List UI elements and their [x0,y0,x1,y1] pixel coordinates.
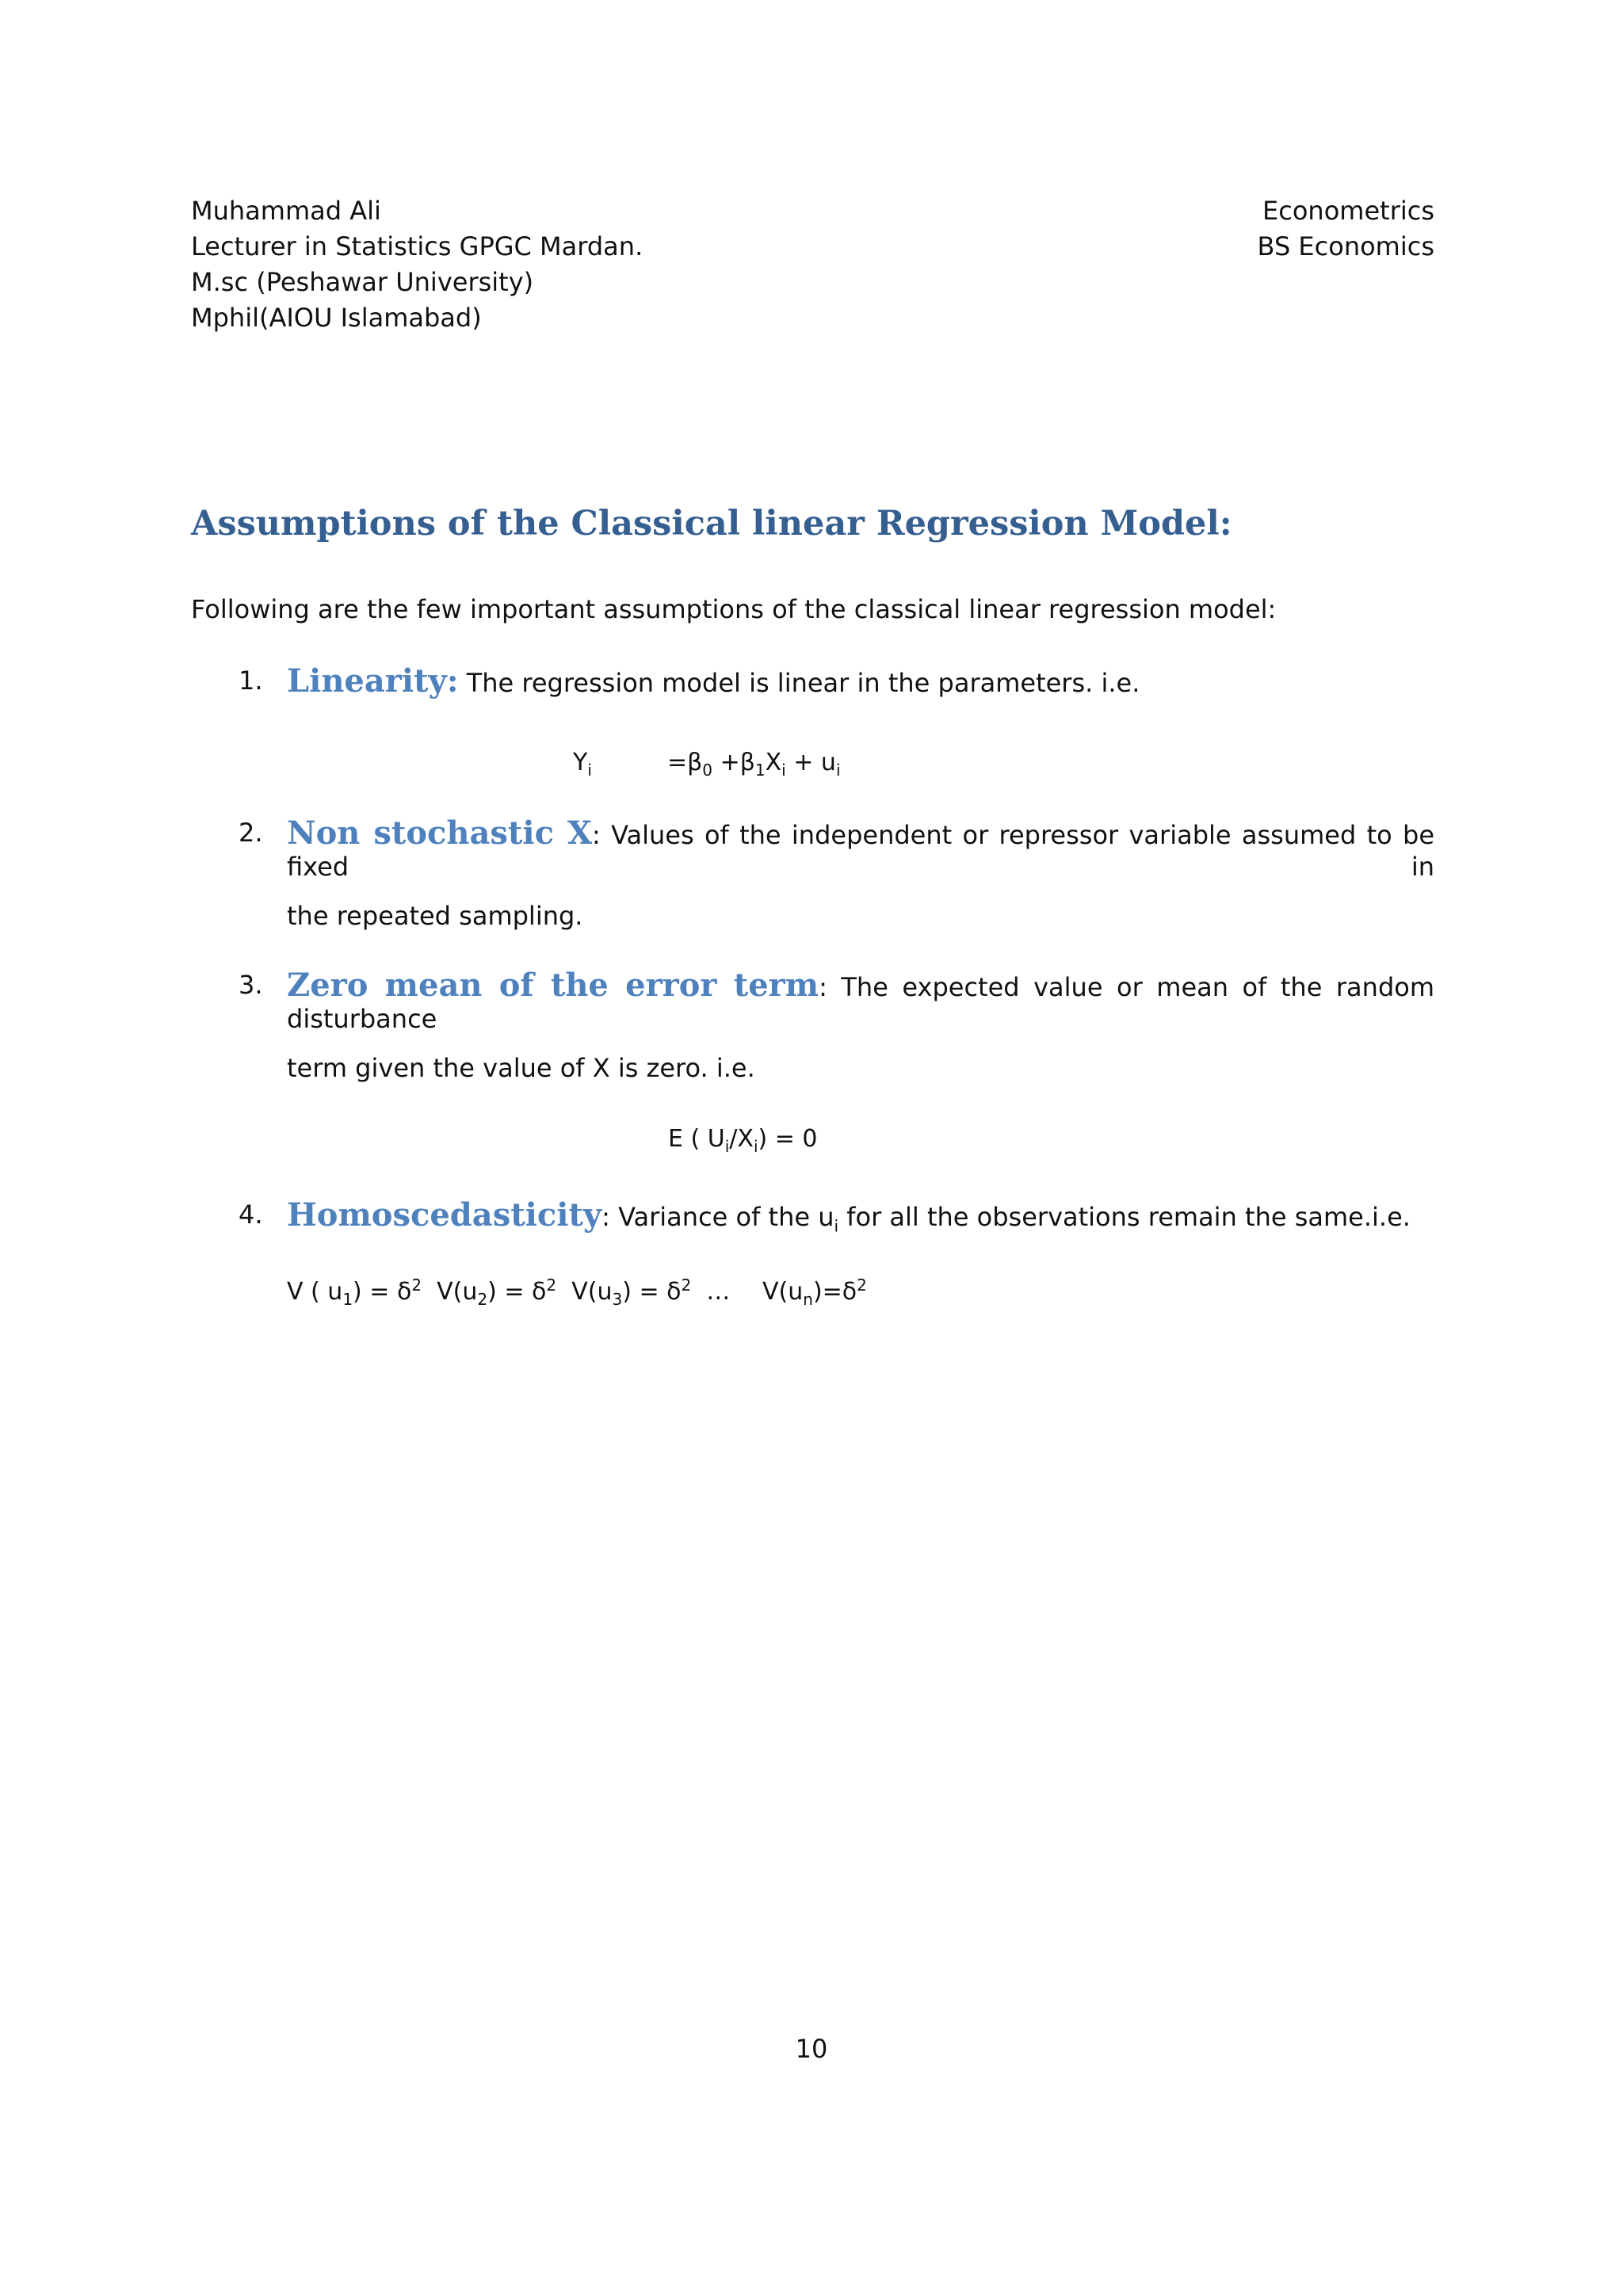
course-program: BS Economics [1257,231,1434,261]
page-number: 10 [795,2034,828,2064]
list-item-2-line-1 [287,814,1434,882]
list-item-3-number: 3. [239,970,263,1000]
list-item-4-text: : Variance of the $u_i$ for all the observations remain the same.i.e. [601,1202,1411,1236]
list-item-4-term: Homoscedasticity [287,1196,602,1234]
author-position: Lecturer in Statistics GPGC Mardan. [191,231,643,261]
equation-homoscedasticity: V ( $u_1) = \delta^2$ $V(u_2) = \delta^2$ $V(u_3) = \delta^2$ … [287,1276,731,1309]
author-block [191,193,643,336]
author-name: Muhammad Ali [191,196,381,226]
section-heading: Assumptions of the Classical linear Regression Model: [191,504,1232,543]
list-item-1-text: The regression model is linear in the parameters. i.e. [458,668,1140,698]
list-item-2-term: Non stochastic X [287,814,593,852]
author-degree-msc: M.sc (Peshawar University) [191,267,534,297]
list-item-3-line-2: term given the value of X is zero. i.e. [287,1053,755,1083]
author-degree-mphil: Mphil(AIOU Islamabad) [191,303,482,333]
course-block [1258,193,1434,265]
list-item-2-text: : Values of the independent or repressor variable assumed to be fixed in [287,820,1435,882]
list-item-1 [287,662,1140,700]
equation-zero-mean: E ( $U_i/X_i) = 0$ [668,1125,818,1156]
list-item-1-term: Linearity: [287,662,459,700]
list-item-3-line-1 [287,967,1434,1034]
equation-homoscedasticity-last: $V(u_n)=\delta^2$ [762,1276,867,1309]
course-subject: Econometrics [1262,196,1434,226]
list-item-4-number: 4. [239,1199,263,1230]
list-item-3-term: Zero mean of the error term [287,967,819,1004]
equation-linear-model-rhs: $=\beta_0 +\beta_1X_i + u_i$ [667,749,841,780]
list-item-4 [287,1196,1411,1235]
intro-paragraph: Following are the few important assumptions of the classical linear regression model: [191,594,1277,624]
list-item-1-number: 1. [239,666,263,696]
list-item-3-text: : The expected value or mean of the random disturbance [287,972,1435,1034]
list-item-2-number: 2. [239,818,263,848]
list-item-2-line-2: the repeated sampling. [287,901,583,931]
equation-linear-model-lhs: $Y_i$ [573,749,592,780]
